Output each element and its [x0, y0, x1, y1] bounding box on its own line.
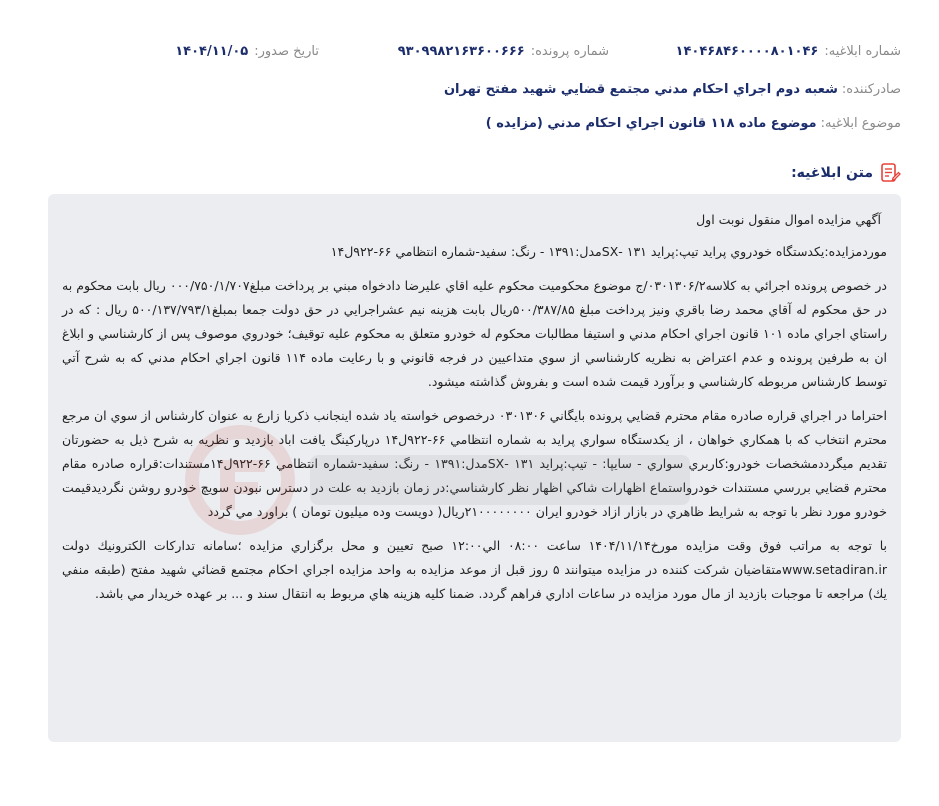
header-meta	[40, 44, 901, 68]
issuer-value: شعبه دوم اجراي احکام مدني مجتمع قضايي شهيد مفتح تهران	[443, 82, 838, 97]
document-edit-icon	[879, 162, 901, 184]
case-paragraph: در خصوص پرونده اجرائي به كلاسه۰۳۰۱۳۰۶/۲/ج موضوع محكوميت محكوم عليه اقاي عليرضا دادخواه مبني بر پرداخت مبلغ۰۰۰/۷۵۰/۱/۷۰۷ ريال بابت محكوم به در حق محكوم له آقاي محمد رضا باقري ونيز پرداخت مبلغ ۵۰۰/۳۸۷/۸۵ريال بابت هزينه نيم عشراجرايي در حق دولت جمعا بمبلغ۵۰۰/۱۳۷/۷۹۳/۱ ريال : كه در راستاي اجراي ماده ۱۰۱ قانون اجراي احكام مدني و استيفا مطالبات محكوم له خودرو متعلق به محكوم عليه توقيف؛ خودروي موصوف پس از كارشناسي و ابلاغ ان به طرفين پرونده و عدم اعتراض به نظريه كارشناسي از سوي متداعيين در فرجه قانوني و با رعايت ماده ۱۱۴ قانون اجراي احكام مدني كه به شرح آتي توسط كارشناس مربوطه كارشناسي و برآورد قيمت شده است و بفروش گذاشته ميشود.	[62, 278, 887, 389]
section-title-text: متن ابلاغیه:	[791, 165, 873, 181]
notice-number	[676, 44, 901, 59]
issue-date	[175, 44, 319, 59]
case-number-label: شماره پرونده:	[530, 44, 609, 59]
issue-date-value: ۱۴۰۴/۱۱/۰۵	[175, 44, 249, 59]
expert-paragraph: احتراما در اجراي قراره صادره مقام محترم قضايي پرونده بايگاني ۰۳۰۱۳۰۶ درخصوص خواسته ياد شده اينجانب ذكريا زارع به عنوان كارشناس از سوي ان مرجع محترم انتخاب كه با همكاري خواهان ، از يكدستگاه سواري پرايد به شماره انتظامي ۶۶-۹۲۲ل۱۴ درپاركينگ يافت اباد بازديد و نظريه به شرح ذيل به حضورتان تقديم ميگرددمشخصات خودرو:كاربري سواري - سايپا: - تيپ:پرايد ۱۳۱ -SXمدل:۱۳۹۱ - رنگ: سفيد-شماره انتظامي ۶۶-۹۲۲ل۱۴مستندات:قراره صادره مقام محترم قضايي بررسي مستندات خودرواستماع اظهارات شاكي اظهار نظر كارشناسي:در زمان بازديد به علت در دسترس نبودن سويچ خودرو روشن نگرديدقيمت خودرو مورد نظر با توجه به شرايط ظاهري در بازار ازاد خودرو ايران ۲۱۰۰۰۰۰۰۰۰ريال( دويست وده ميليون تومان ) براورد مي گردد	[62, 408, 887, 519]
issuer-line	[40, 82, 901, 97]
issue-date-label: تاریخ صدور:	[254, 44, 319, 59]
auction-item-paragraph: موردمزايده:يكدستگاه خودروي پرايد تيپ:پرايد ۱۳۱ -SXمدل:۱۳۹۱ - رنگ: سفيد-شماره انتظامي ۶۶-۹۲۲ل۱۴	[330, 244, 887, 259]
notice-heading: آگهي مزايده اموال منقول نوبت اول	[696, 212, 881, 227]
notice-number-label: شماره ابلاغیه:	[824, 44, 901, 59]
case-number	[398, 44, 609, 59]
subject-value: موضوع ماده ۱۱۸ قانون اجراي احكام مدني (مزايده )	[485, 116, 817, 131]
issuer-label: صادرکننده:	[841, 82, 901, 97]
auction-time-paragraph: با توجه به مراتب فوق وقت مزايده مورخ۱۴۰۴/۱۱/۱۴ ساعت ۰۸:۰۰ الي۱۲:۰۰ صبح تعيين و محل برگزاري مزايده ؛سامانه تداركات الكترونيك دولت www.setadiran.irمتقاضيان شركت كننده در مزايده ميتوانند ۵ روز قبل از موعد مزايده به واحد مزايده اجراي احكام مجتمع قضائي شهيد مفتح (طبقه منفي يك) مراجعه تا موجبات بازديد از مال مورد مزايده در ساعات اداري فراهم گردد. ضمنا كليه هزينه هاي مربوط به انتقال سند و ... بر عهده خريدار مي باشد.	[62, 538, 887, 601]
notice-body	[48, 194, 901, 742]
subject-label: موضوع ابلاغیه:	[820, 116, 901, 131]
case-number-value: ۹۳۰۹۹۸۲۱۶۳۶۰۰۶۶۶	[397, 44, 525, 59]
notice-number-value: ۱۴۰۴۶۸۴۶۰۰۰۰۸۰۱۰۴۶	[675, 44, 819, 59]
section-title	[791, 162, 901, 184]
subject-line	[40, 116, 901, 131]
